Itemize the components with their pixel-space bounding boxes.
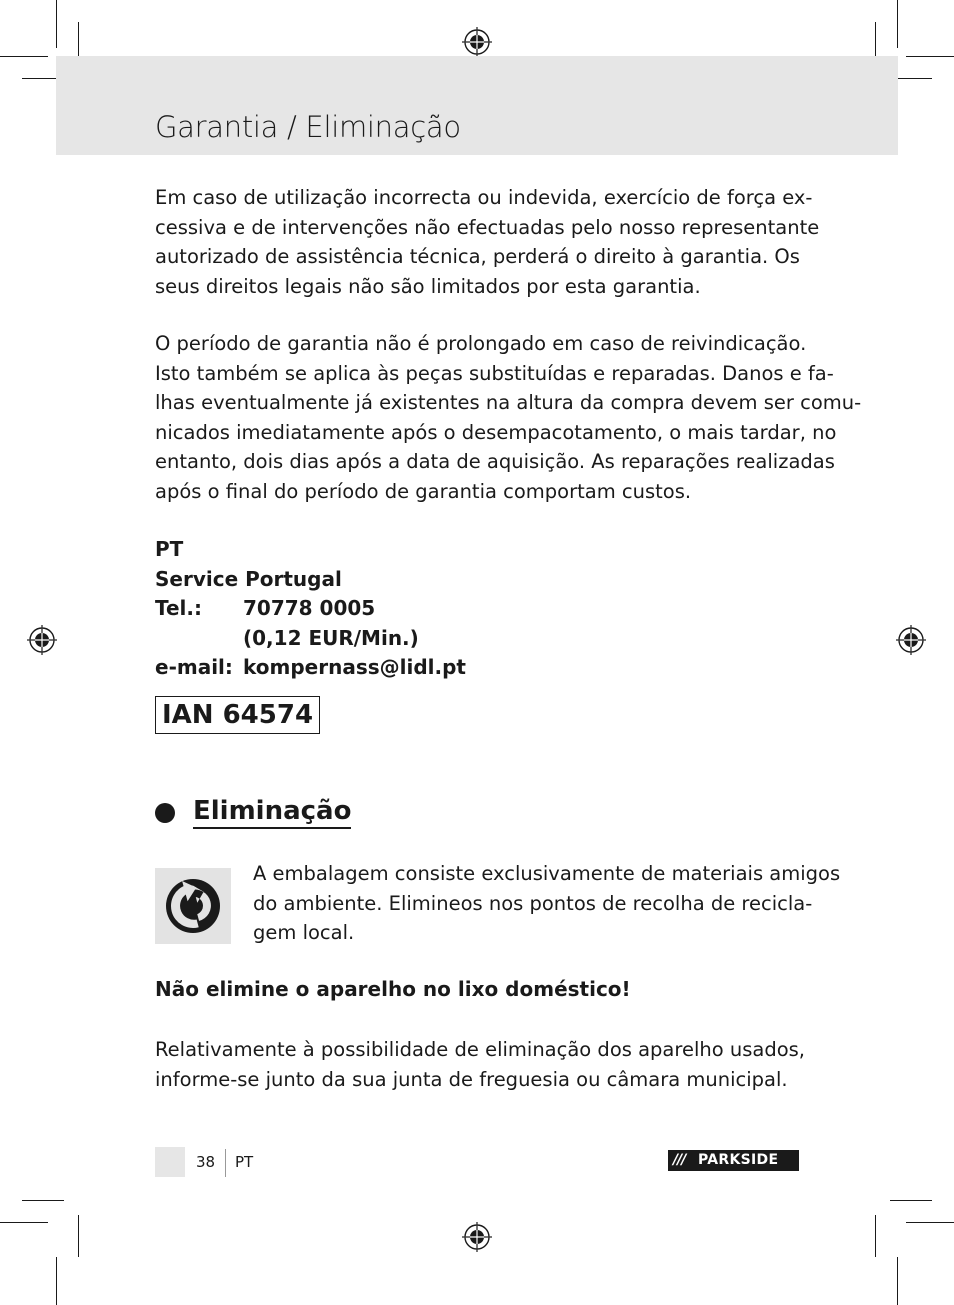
registration-mark-icon: [896, 625, 926, 655]
warranty-paragraph-1: [155, 183, 820, 301]
email-label: e-mail:: [155, 655, 233, 679]
crop-mark: [906, 1222, 954, 1223]
email-link[interactable]: kompernass@lidl.pt: [243, 655, 466, 679]
text-line: gem local.: [253, 921, 355, 944]
text-line: lhas eventualmente já existentes na altura da compra devem ser comu-: [155, 391, 862, 414]
footer-divider: [225, 1149, 226, 1177]
tel-value[interactable]: 70778 0005: [243, 596, 376, 620]
tel-label: Tel.:: [155, 596, 203, 620]
text-line: cessiva e de intervenções não efectuadas pelo nosso representante: [155, 215, 820, 239]
footer-tab: [155, 1147, 185, 1177]
crop-mark: [78, 1215, 79, 1257]
crop-mark: [875, 1215, 876, 1257]
registration-mark-icon: [462, 27, 492, 57]
section-heading: Eliminação: [193, 795, 351, 829]
page-number: 38: [196, 1153, 216, 1171]
crop-mark: [890, 1200, 932, 1201]
text-line: Relativamente à possibilidade de eliminação dos aparelho usados,: [155, 1038, 806, 1061]
disposal-info: [155, 1035, 805, 1094]
country-code: PT: [155, 537, 184, 561]
text-line: A embalagem consiste exclusivamente de materiais amigos: [253, 862, 841, 885]
disposal-warning: Não elimine o aparelho no lixo doméstico!: [155, 977, 631, 1001]
text-line: seus direitos legais não são limitados por esta garantia.: [155, 274, 701, 298]
crop-mark: [0, 56, 48, 57]
text-line: informe-se junto da sua junta de freguesia ou câmara municipal.: [155, 1067, 788, 1091]
crop-mark: [906, 56, 954, 57]
bullet-icon: [155, 803, 175, 823]
text-line: do ambiente. Elimineos nos pontos de recolha de recicla-: [253, 891, 813, 915]
page-title: Garantia / Eliminação: [155, 110, 461, 144]
ian-number: IAN 64574: [155, 696, 320, 734]
text-line: Em caso de utilização incorrecta ou indevida, exercício de força ex-: [155, 186, 813, 209]
text-line: nicados imediatamente após o desempacotamento, o mais tardar, no: [155, 420, 837, 444]
text-line: Isto também se aplica às peças substituídas e reparadas. Danos e fa-: [155, 361, 834, 385]
parkside-logo: [668, 1150, 799, 1171]
warranty-paragraph-2: [155, 329, 862, 506]
page-language: PT: [235, 1153, 254, 1171]
crop-mark: [0, 1222, 48, 1223]
crop-mark: [22, 1200, 64, 1201]
service-name: Service Portugal: [155, 566, 342, 591]
crop-mark: [897, 0, 898, 48]
logo-text: PARKSIDE: [698, 1152, 779, 1168]
text-line: O período de garantia não é prolongado em caso de reivindicação.: [155, 332, 807, 355]
registration-mark-icon: [462, 1222, 492, 1252]
registration-mark-icon: [27, 625, 57, 655]
crop-mark: [56, 0, 57, 48]
crop-mark: [56, 1257, 57, 1305]
logo-slashes: ///: [673, 1152, 686, 1168]
tel-cost: (0,12 EUR/Min.): [243, 625, 419, 650]
text-line: autorizado de assistência técnica, perderá o direito à garantia. Os: [155, 245, 800, 268]
text-line: após o final do período de garantia comportam custos.: [155, 479, 692, 503]
crop-mark: [897, 1257, 898, 1305]
text-line: entanto, dois dias após a data de aquisição. As reparações realizadas: [155, 450, 835, 473]
packaging-text: [253, 859, 841, 948]
green-dot-recycling-icon: [155, 868, 231, 944]
